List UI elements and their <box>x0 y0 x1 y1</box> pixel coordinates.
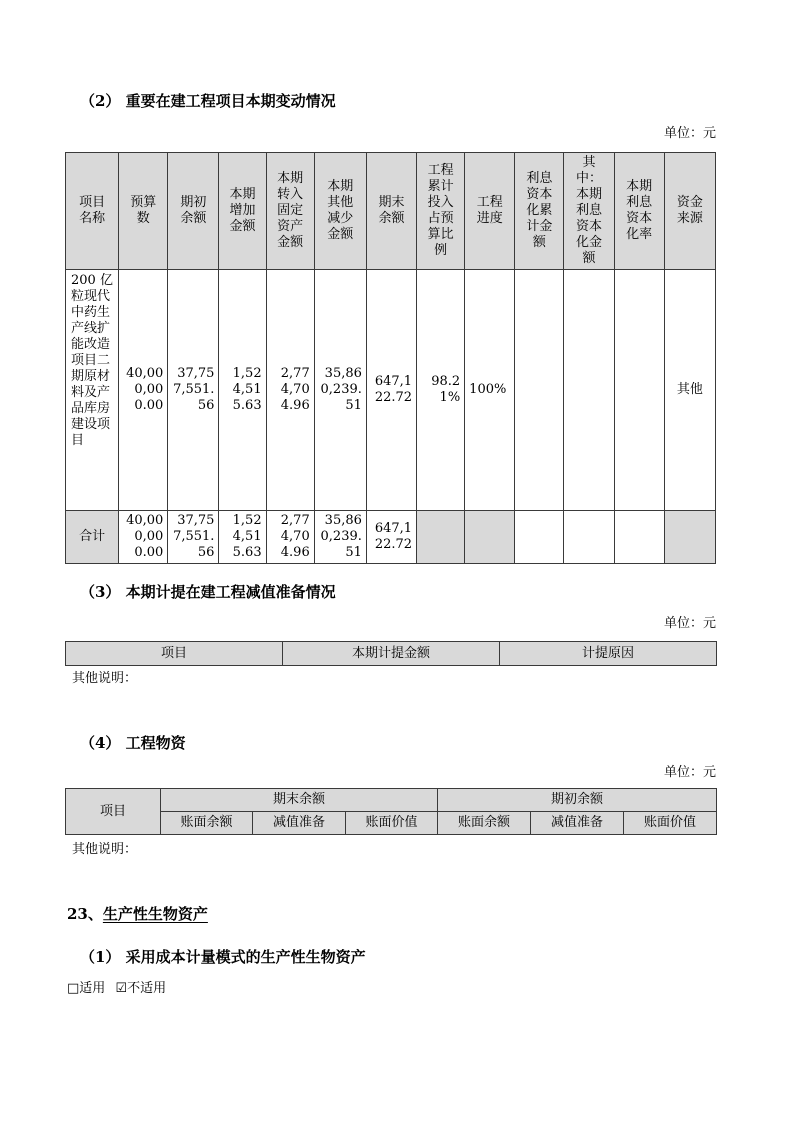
col-header-book-value-begin: 账面价值 <box>624 812 717 835</box>
col-header-item: 项目 <box>66 789 161 835</box>
col-header-book-value-end: 账面价值 <box>346 812 438 835</box>
section-23-title: 生产性生物资产 <box>102 905 208 923</box>
cell-total-label: 合计 <box>66 511 119 564</box>
table-header-row <box>66 642 717 666</box>
col-header-book-balance-end: 账面余额 <box>161 812 253 835</box>
applicability-row <box>67 981 716 997</box>
col-header-provision-reason: 计提原因 <box>500 642 717 666</box>
checkbox-not-applicable[interactable] <box>115 981 166 996</box>
cell-total-progress <box>465 511 515 564</box>
cell-invest-ratio: 98.21% <box>417 270 465 511</box>
cell-other-decrease: 35,860,239.51 <box>314 270 366 511</box>
engineering-materials-table <box>65 788 717 835</box>
col-header-other-decrease: 本期其他减少金额 <box>314 153 366 270</box>
table-total-row <box>66 511 716 564</box>
cell-opening-balance: 37,757,551.56 <box>168 270 219 511</box>
cell-progress: 100% <box>465 270 515 511</box>
other-notes-section-3: 其他说明： <box>72 671 138 686</box>
cell-budget: 40,000,000.00 <box>119 270 168 511</box>
cell-total-closing-balance: 647,122.72 <box>366 511 416 564</box>
section-4-heading: （4） 工程物资 <box>80 734 186 752</box>
col-header-project-name: 项目名称 <box>66 153 119 270</box>
col-header-item: 项目 <box>66 642 283 666</box>
col-header-book-balance-begin: 账面余额 <box>438 812 531 835</box>
table-header-row-groups <box>66 789 717 812</box>
section-23-number: 23、 <box>67 905 103 923</box>
table-header-row <box>66 153 716 270</box>
document-page <box>65 0 716 997</box>
section-23-1-heading: （1） 采用成本计量模式的生产性生物资产 <box>80 948 366 966</box>
cell-total-interest-capitalized-total <box>515 511 564 564</box>
group-header-opening-balance: 期初余额 <box>438 789 717 812</box>
col-header-impairment-end: 减值准备 <box>253 812 346 835</box>
checkbox-unchecked-icon[interactable]: □ <box>67 981 80 996</box>
cell-total-invest-ratio <box>417 511 465 564</box>
cell-total-fund-source <box>664 511 715 564</box>
section-23-heading <box>67 903 716 925</box>
checkbox-applicable[interactable] <box>67 981 105 996</box>
other-notes-section-4: 其他说明： <box>72 842 138 857</box>
table-row <box>66 270 716 511</box>
col-header-budget: 预算数 <box>119 153 168 270</box>
section-3-heading: （3） 本期计提在建工程减值准备情况 <box>80 583 336 601</box>
col-header-opening-balance: 期初余额 <box>168 153 219 270</box>
unit-label-section-3: 单位：元 <box>663 616 716 631</box>
col-header-increase: 本期增加金额 <box>219 153 266 270</box>
cell-closing-balance: 647,122.72 <box>366 270 416 511</box>
unit-label-section-2: 单位：元 <box>663 126 716 141</box>
col-header-progress: 工程进度 <box>465 153 515 270</box>
cell-total-other-decrease: 35,860,239.51 <box>314 511 366 564</box>
section-2-heading: （2） 重要在建工程项目本期变动情况 <box>80 92 336 110</box>
col-header-provision-amount: 本期计提金额 <box>283 642 500 666</box>
col-header-invest-ratio: 工程累计投入占预算比例 <box>417 153 465 270</box>
cell-interest-capitalized-period <box>564 270 614 511</box>
cell-transfer-fixed-assets: 2,774,704.96 <box>266 270 314 511</box>
cell-increase: 1,524,515.63 <box>219 270 266 511</box>
impairment-provision-table <box>65 641 717 666</box>
table-header-row-subcolumns <box>66 812 717 835</box>
checkbox-not-applicable-label: 不适用 <box>127 981 167 996</box>
cell-total-interest-capitalization-rate <box>614 511 664 564</box>
cell-interest-capitalization-rate <box>614 270 664 511</box>
cell-total-transfer-fixed-assets: 2,774,704.96 <box>266 511 314 564</box>
cell-total-budget: 40,000,000.00 <box>119 511 168 564</box>
cell-total-opening-balance: 37,757,551.56 <box>168 511 219 564</box>
cell-interest-capitalized-total <box>515 270 564 511</box>
cell-total-increase: 1,524,515.63 <box>219 511 266 564</box>
col-header-interest-capitalized-period: 其中：本期利息资本化金额 <box>564 153 614 270</box>
construction-in-progress-table <box>65 152 716 564</box>
unit-label-section-4: 单位：元 <box>663 765 716 780</box>
col-header-impairment-begin: 减值准备 <box>531 812 624 835</box>
col-header-transfer-fixed-assets: 本期转入固定资产金额 <box>266 153 314 270</box>
cell-project-name: 200 亿粒现代中药生产线扩能改造项目二期原材料及产品库房建设项目 <box>66 270 119 511</box>
col-header-fund-source: 资金来源 <box>664 153 715 270</box>
cell-fund-source: 其他 <box>664 270 715 511</box>
checkbox-checked-icon[interactable]: ☑ <box>115 981 128 996</box>
cell-total-interest-capitalized-period <box>564 511 614 564</box>
checkbox-applicable-label: 适用 <box>79 981 106 996</box>
col-header-interest-capitalized-total: 利息资本化累计金额 <box>515 153 564 270</box>
col-header-closing-balance: 期末余额 <box>366 153 416 270</box>
group-header-closing-balance: 期末余额 <box>161 789 438 812</box>
col-header-interest-capitalization-rate: 本期利息资本化率 <box>614 153 664 270</box>
